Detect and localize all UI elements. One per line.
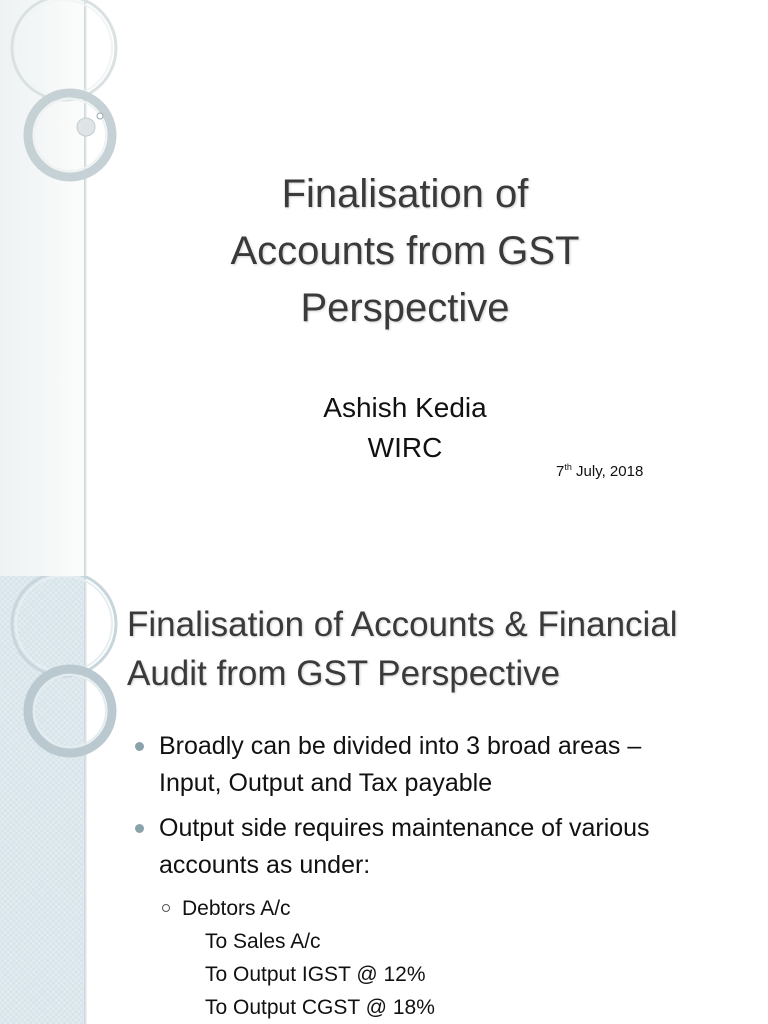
title-line: Audit from GST Perspective: [127, 654, 561, 693]
date-suffix: th: [564, 462, 572, 472]
bullet-item: [133, 728, 733, 802]
bullet-line: Output side requires maintenance of various: [159, 814, 650, 842]
date-day: 7: [556, 463, 565, 480]
sub-bullet-item: [133, 892, 733, 925]
sub-bullet-text: Debtors A/c: [182, 897, 291, 920]
bullet-line: accounts as under:: [159, 851, 371, 879]
slide1-title: [110, 166, 700, 337]
bullet-item: [133, 810, 733, 884]
presentation-date: [556, 462, 643, 480]
bullet-dot-icon: [135, 824, 144, 833]
date-rest: July, 2018: [571, 463, 644, 480]
bullet-dot-icon: [135, 742, 144, 751]
title-line: Accounts from GST: [230, 229, 580, 273]
title-line: Finalisation of: [281, 172, 529, 216]
organisation-name: WIRC: [367, 432, 443, 463]
presenter-name: Ashish Kedia: [323, 392, 487, 423]
hollow-bullet-icon: [162, 904, 170, 912]
title-line: Finalisation of Accounts & Financial: [127, 605, 678, 644]
decorative-circles-icon: [0, 576, 120, 776]
journal-entry: To Output IGST @ 12%: [205, 963, 426, 986]
bullet-list: [133, 728, 733, 1024]
journal-entries: [133, 925, 733, 1024]
title-line: Perspective: [300, 286, 510, 330]
bullet-line: Broadly can be divided into 3 broad areas –: [159, 732, 642, 760]
slide1-subtitle: [110, 388, 700, 468]
decorative-circles-icon: [0, 0, 120, 200]
journal-entry: To Sales A/c: [205, 930, 321, 953]
journal-entry: To Output CGST @ 18%: [205, 996, 435, 1019]
slide2-title: [127, 600, 678, 698]
bullet-line: Input, Output and Tax payable: [159, 769, 493, 797]
